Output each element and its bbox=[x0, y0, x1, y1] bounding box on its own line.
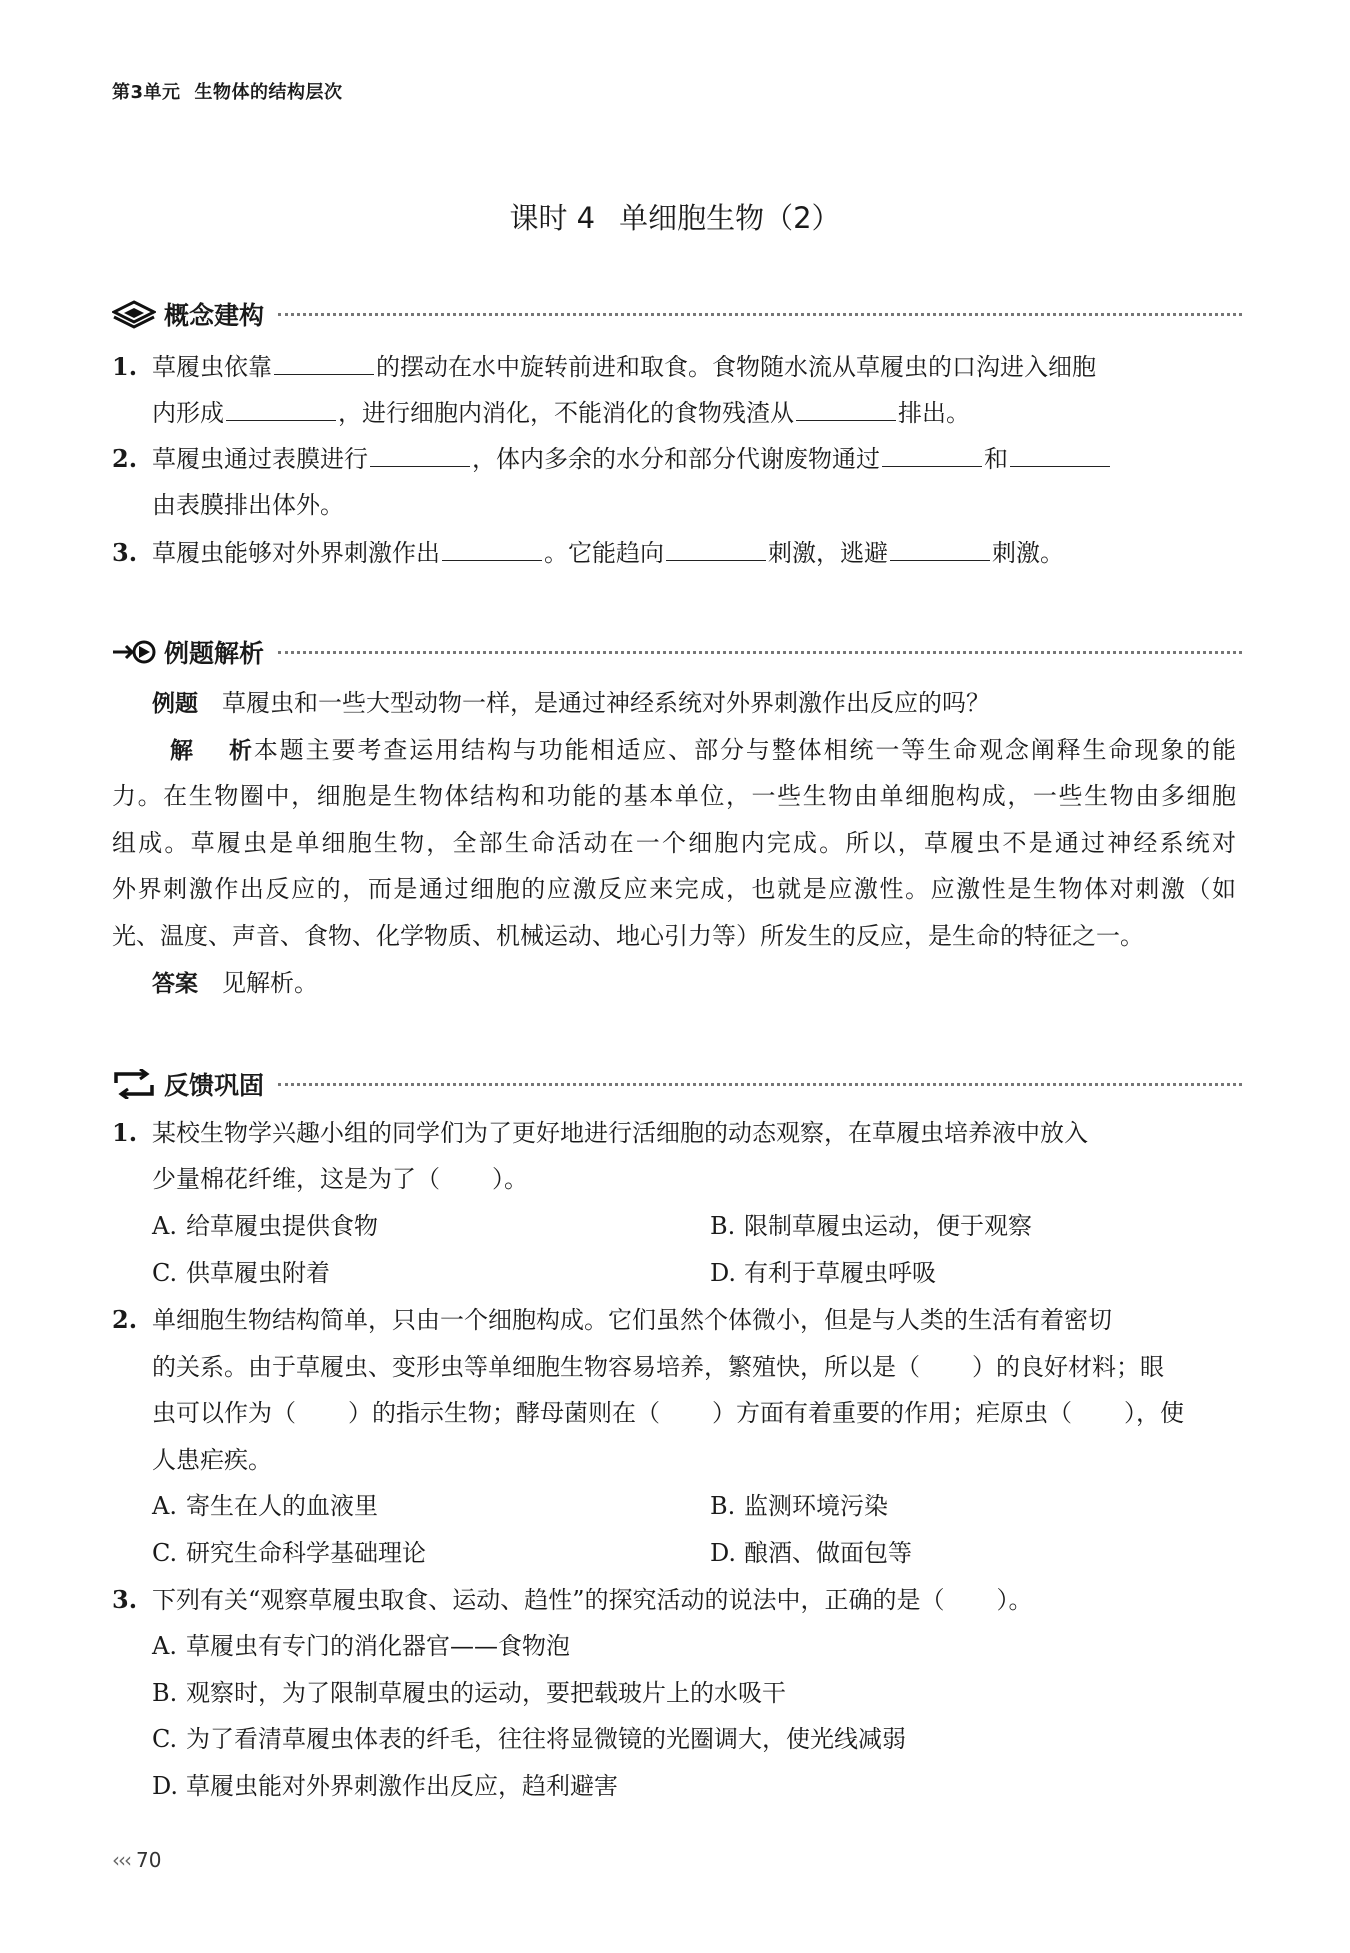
concept-item-2-line-1: 2. 草履虫通过表膜进行 ，体内多余的水分和部分代谢废物通过 和 bbox=[112, 444, 1112, 474]
dotted-divider bbox=[278, 651, 1242, 654]
section-example-title: 例题解析 bbox=[164, 639, 265, 668]
section-concept-title: 概念建构 bbox=[164, 301, 265, 330]
feedback-q3-line-1: 3. 下列有关“观察草履虫取食、运动、趋性”的探究活动的说法中，正确的是（ ）。 bbox=[112, 1585, 1033, 1614]
q2-option-b[interactable]: B. 监测环境污染 bbox=[710, 1492, 888, 1520]
q3-option-a[interactable]: A. 草履虫有专门的消化器官——食物泡 bbox=[152, 1632, 570, 1660]
concept-item-1-line-2: 内形成 ，进行细胞内消化，不能消化的食物残渣从 排出。 bbox=[152, 399, 970, 427]
chevrons-left-icon: ‹‹‹ bbox=[112, 1848, 130, 1872]
feedback-q1-line-2: 少量棉花纤维，这是为了（ ）。 bbox=[152, 1165, 528, 1193]
q1-option-b[interactable]: B. 限制草履虫运动，便于观察 bbox=[710, 1212, 1032, 1240]
q2-option-c[interactable]: C. 研究生命科学基础理论 bbox=[152, 1539, 426, 1567]
unit-title: 生物体的结构层次 bbox=[194, 82, 343, 103]
section-feedback-header bbox=[112, 1064, 1242, 1104]
example-question: 例题 草履虫和一些大型动物一样，是通过神经系统对外界刺激作出反应的吗？ bbox=[152, 689, 990, 717]
lesson-name: 单细胞生物（2） bbox=[619, 201, 841, 235]
layers-icon bbox=[112, 299, 156, 329]
dotted-divider bbox=[278, 1083, 1242, 1086]
fill-blank[interactable] bbox=[666, 538, 766, 561]
lesson-title bbox=[0, 196, 1350, 237]
fill-blank[interactable] bbox=[796, 398, 896, 421]
q3-option-b[interactable]: B. 观察时，为了限制草履虫的运动，要把载玻片上的水吸干 bbox=[152, 1679, 786, 1707]
q3-option-d[interactable]: D. 草履虫能对外界刺激作出反应，趋利避害 bbox=[152, 1772, 618, 1800]
feedback-q2-line-1: 2. 单细胞生物结构简单，只由一个细胞构成。它们虽然个体微小，但是与人类的生活有着密切 bbox=[112, 1305, 1112, 1334]
section-feedback-title: 反馈巩固 bbox=[164, 1071, 265, 1100]
feedback-q2-line-3: 虫可以作为（ ）的指示生物；酵母菌则在（ ）方面有着重要的作用；疟原虫（ ），使 bbox=[152, 1399, 1184, 1427]
refresh-icon bbox=[112, 1069, 156, 1099]
page-footer bbox=[112, 1848, 161, 1872]
analysis-line-5: 光、温度、声音、食物、化学物质、机械运动、地心引力等）所发生的反应，是生命的特征之一。 bbox=[112, 922, 1144, 950]
analysis-line-2: 力。在生物圈中，细胞是生物体结构和功能的基本单位，一些生物由单细胞构成，一些生物由多细胞 bbox=[112, 782, 1236, 810]
arrow-target-icon bbox=[112, 637, 156, 667]
feedback-q2-line-4: 人患疟疾。 bbox=[152, 1446, 272, 1474]
example-answer: 答案 见解析。 bbox=[152, 969, 318, 997]
fill-blank[interactable] bbox=[274, 352, 374, 375]
analysis-line-1: 解析本题主要考查运用结构与功能相适应、部分与整体相统一等生命观念阐释生命现象的能 bbox=[170, 736, 1236, 764]
fill-blank[interactable] bbox=[370, 444, 470, 467]
dotted-divider bbox=[278, 313, 1242, 316]
concept-item-3: 3. 草履虫能够对外界刺激作出 。它能趋向 刺激，逃避 刺激。 bbox=[112, 538, 1064, 567]
fill-blank[interactable] bbox=[1010, 444, 1110, 467]
concept-item-2-line-2: 由表膜排出体外。 bbox=[152, 491, 344, 519]
analysis-line-4: 外界刺激作出反应的，而是通过细胞的应激反应来完成，也就是应激性。应激性是生物体对刺激（如 bbox=[112, 875, 1236, 903]
section-example-header bbox=[112, 632, 1242, 672]
feedback-q1-line-1: 1. 某校生物学兴趣小组的同学们为了更好地进行活细胞的动态观察，在草履虫培养液中放入 bbox=[112, 1118, 1088, 1147]
q2-option-d[interactable]: D. 酿酒、做面包等 bbox=[710, 1539, 912, 1567]
section-concept-header bbox=[112, 294, 1242, 334]
concept-item-1-line-1: 1. 草履虫依靠 的摆动在水中旋转前进和取食。食物随水流从草履虫的口沟进入细胞 bbox=[112, 352, 1096, 381]
fill-blank[interactable] bbox=[226, 398, 336, 421]
fill-blank[interactable] bbox=[890, 538, 990, 561]
q1-option-d[interactable]: D. 有利于草履虫呼吸 bbox=[710, 1259, 936, 1287]
running-header bbox=[112, 78, 343, 104]
q3-option-c[interactable]: C. 为了看清草履虫体表的纤毛，往往将显微镜的光圈调大，使光线减弱 bbox=[152, 1725, 906, 1753]
page-number: 70 bbox=[136, 1848, 162, 1872]
fill-blank[interactable] bbox=[882, 444, 982, 467]
unit-number: 第3单元 bbox=[112, 82, 181, 103]
q2-option-a[interactable]: A. 寄生在人的血液里 bbox=[152, 1492, 378, 1520]
feedback-q2-line-2: 的关系。由于草履虫、变形虫等单细胞生物容易培养，繁殖快，所以是（ ）的良好材料；眼 bbox=[152, 1353, 1164, 1381]
q1-option-a[interactable]: A. 给草履虫提供食物 bbox=[152, 1212, 378, 1240]
lesson-number: 课时 4 bbox=[509, 201, 596, 235]
q1-option-c[interactable]: C. 供草履虫附着 bbox=[152, 1259, 330, 1287]
fill-blank[interactable] bbox=[442, 538, 542, 561]
analysis-line-3: 组成。草履虫是单细胞生物，全部生命活动在一个细胞内完成。所以，草履虫不是通过神经系统对 bbox=[112, 829, 1236, 857]
